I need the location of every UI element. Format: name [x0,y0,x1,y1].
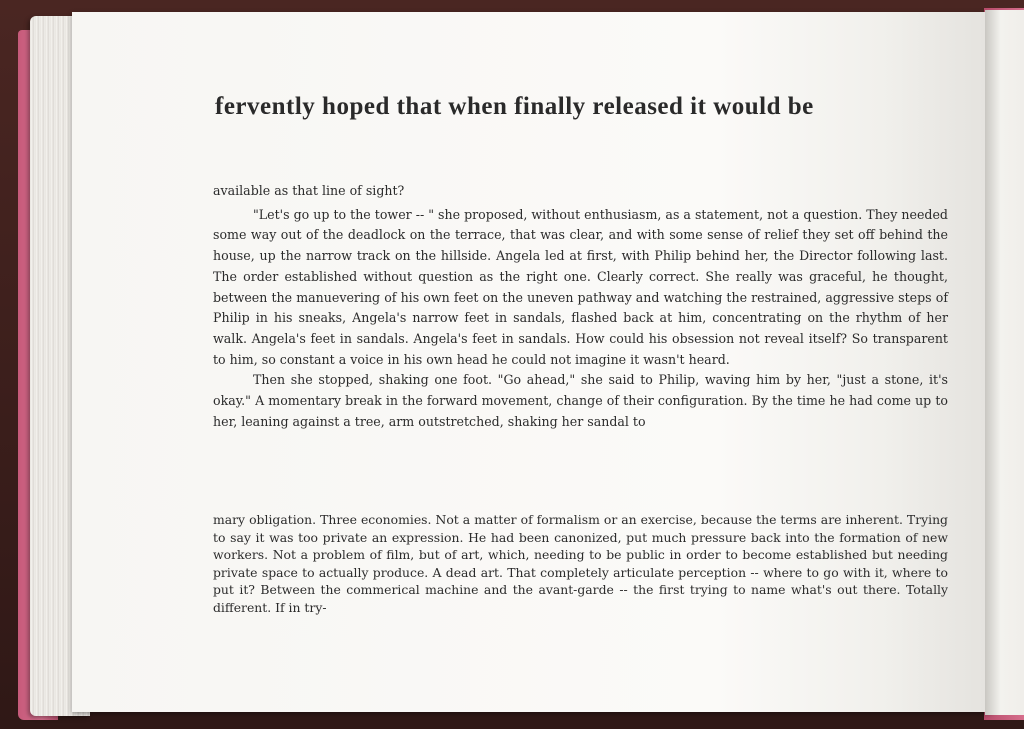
text-block-upper [213,181,948,432]
paragraph-stone: Then she stopped, shaking one foot. "Go ahead," she said to Philip, waving him by her, "just a stone, it's okay." A momentary break in the forward movement, change of their configuration. By the time he had come up to her, leaning against a tree, arm outstretched, shaking her sandal to [213,372,948,429]
paragraph-economies: mary obligation. Three economies. Not a matter of formalism or an exercise, because the terms are inherent. Trying to say it was too private an expression. He had been canonized, put much pressure back into the formation of new workers. Not a problem of film, but of art, which, needing to be public in order to become established but needing private space to actually produce. A dead art. That completely articulate perception -- where to go with it, where to put it? Between the commerical machine and the avant-garde -- the first trying to name what's out there. Totally different. If in try- [213,512,948,615]
facing-page-edge [985,10,1024,715]
page-heading: fervently hoped that when finally released it would be [215,93,814,120]
paragraph-tower: "Let's go up to the tower -- " she proposed, without enthusiasm, as a statement, not a question. They needed some way out of the deadlock on the terrace, that was clear, and with some sense of relief they set off behind the house, up the narrow track on the hillside. Angela led at first, with Philip behind her, the Director following last. The order established without question as the right one. Clearly correct. She really was graceful, he thought, between the manuevering of his own feet on the uneven pathway and watching the restrained, aggressive steps of Philip in his sneaks, Angela's narrow feet in sandals, flashed back at him, concentrating on the rhythm of her walk. Angela's feet in sandals. Angela's feet in sandals. How could his obsession not reveal itself? So transparent to him, so constant a voice in his own head he could not imagine it wasn't heard. [213,206,948,367]
text-block-lower [213,511,948,616]
continuation-line: available as that line of sight? [213,183,405,198]
